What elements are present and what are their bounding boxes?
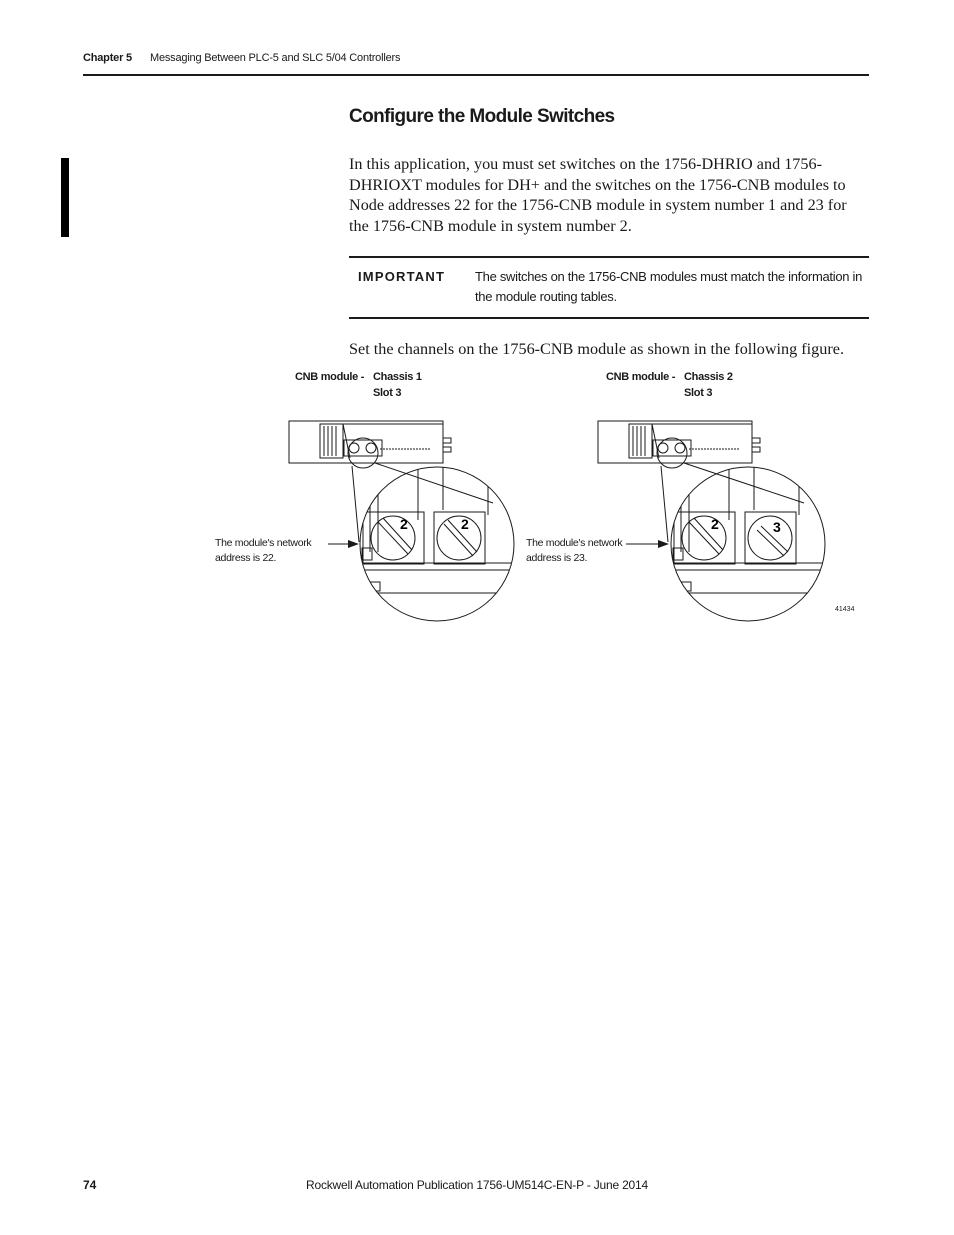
right-dial2-digit: 3	[773, 519, 781, 535]
figure-number: 41434	[835, 606, 855, 613]
chapter-label: Chapter 5	[83, 52, 132, 64]
right-module-label: CNB module -	[606, 371, 676, 383]
left-module-label: CNB module -	[295, 371, 365, 383]
right-slot-label: Slot 3	[684, 387, 713, 399]
right-dial1-digit: 2	[711, 516, 719, 532]
chapter-title: Messaging Between PLC-5 and SLC 5/04 Controllers	[150, 52, 401, 64]
left-note-line1: The module's network	[215, 537, 312, 549]
important-label: IMPORTANT	[358, 269, 446, 284]
left-dial1-digit: 2	[400, 516, 408, 532]
left-slot-label: Slot 3	[373, 387, 402, 399]
right-note-line1: The module's network	[526, 537, 623, 549]
left-dial2-digit: 2	[461, 516, 469, 532]
publication-footer: Rockwell Automation Publication 1756-UM514C-EN-P - June 2014	[306, 1178, 648, 1192]
left-arrow	[328, 540, 359, 548]
important-text: The switches on the 1756-CNB modules must match the information in the module routing tables.	[475, 269, 863, 304]
left-note-line2: address is 22.	[215, 552, 277, 564]
section-heading: Configure the Module Switches	[349, 106, 615, 127]
page-number: 74	[83, 1178, 97, 1192]
intro-paragraph: In this application, you must set switches on the 1756-DHRIO and 1756-DHRIOXT modules for DH+ and the switches on the 1756-CNB modules to Node addresses 22 for the 1756-CNB module in system number 1 and 23 for the 1756-CNB module in system number 2.	[349, 155, 847, 235]
right-chassis-label: Chassis 2	[684, 371, 733, 383]
left-chassis-label: Chassis 1	[373, 371, 422, 383]
right-note-line2: address is 23.	[526, 552, 588, 564]
right-arrow	[626, 540, 669, 548]
figure-intro-paragraph: Set the channels on the 1756-CNB module as shown in the following figure.	[349, 340, 844, 358]
